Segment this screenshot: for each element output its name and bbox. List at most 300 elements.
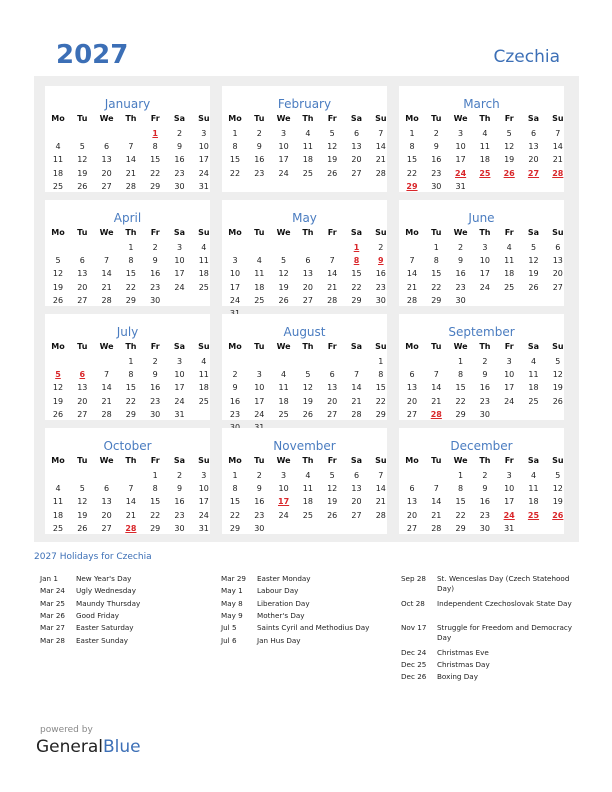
calendar-day: 19	[278, 282, 289, 292]
calendar-day: 20	[528, 155, 539, 165]
calendar-day: 22	[351, 282, 362, 292]
calendar-day: 22	[375, 396, 386, 406]
weekday-header: Mo	[228, 456, 242, 465]
calendar-day: 16	[375, 269, 386, 279]
calendar-day: 29	[431, 295, 442, 305]
calendar-day: 17	[278, 155, 289, 165]
calendar-day: 25	[198, 282, 209, 292]
calendar-day: 27	[406, 523, 418, 533]
weekday-header: Tu	[254, 342, 265, 351]
holiday-name: Maundy Thursday	[76, 598, 141, 608]
calendar-day: 5	[79, 484, 85, 494]
calendar-day: 10	[174, 370, 185, 380]
weekday-header: Mo	[228, 342, 242, 351]
calendar-day: 21	[351, 396, 362, 406]
weekday-header: Mo	[228, 228, 242, 237]
weekday-header: We	[99, 342, 114, 351]
weekday-header: Mo	[51, 114, 65, 123]
calendar-day: 5	[555, 357, 561, 366]
month-december	[399, 428, 564, 534]
calendar-day: 12	[52, 269, 64, 279]
calendar-day: 22	[431, 282, 442, 292]
calendar-day: 13	[327, 383, 338, 393]
calendar-day: 17	[254, 396, 265, 406]
calendar-day: 18	[198, 269, 209, 279]
weekday-header: Fr	[150, 228, 160, 237]
calendar-day: 24	[254, 409, 265, 419]
calendar-day: 31	[198, 523, 209, 533]
calendar-day: 7	[104, 256, 110, 266]
calendar-day: 4	[256, 256, 262, 266]
calendar-day: 26	[52, 409, 64, 419]
calendar-day: 24	[198, 510, 209, 520]
calendar-day: 24	[174, 396, 185, 406]
calendar-day: 9	[433, 142, 439, 152]
calendar-day: 2	[482, 471, 488, 480]
holiday-day: 24	[455, 168, 467, 178]
holiday-date: Mar 29	[221, 574, 246, 583]
calendar-day: 18	[504, 269, 515, 279]
weekday-header: We	[453, 114, 468, 123]
calendar-day: 4	[201, 243, 207, 252]
calendar-day: 28	[101, 409, 112, 419]
calendar-day: 14	[101, 269, 112, 279]
calendar-day: 19	[52, 282, 64, 292]
calendar-day: 7	[433, 370, 439, 380]
holiday-name: Labour Day	[257, 586, 299, 596]
calendar-day: 15	[125, 383, 136, 393]
calendar-day: 25	[52, 523, 64, 533]
holiday-name: Boxing Day	[437, 672, 478, 682]
holiday-day: 1	[152, 129, 158, 138]
calendar-day: 20	[302, 282, 313, 292]
calendar-day: 9	[256, 484, 262, 494]
holiday-name: Mother's Day	[257, 610, 305, 620]
calendar-day: 23	[150, 396, 161, 406]
weekday-header: We	[453, 342, 468, 351]
calendar-day: 29	[351, 295, 362, 305]
calendar-day: 29	[150, 181, 161, 191]
holiday-date: Mar 25	[40, 598, 65, 608]
calendar-day: 13	[302, 269, 313, 279]
calendar-day: 10	[278, 142, 289, 152]
calendar-day: 23	[375, 282, 386, 292]
holiday-day: 25	[527, 510, 540, 520]
holiday-date: Dec 25	[401, 659, 427, 669]
calendar-day: 2	[256, 471, 262, 480]
calendar-day: 26	[302, 409, 313, 419]
calendar-day: 16	[479, 497, 490, 507]
weekday-header: Mo	[405, 456, 419, 465]
calendar-day: 11	[198, 370, 209, 380]
calendar-day: 23	[479, 396, 490, 406]
calendar-day: 27	[77, 409, 88, 419]
calendar-day: 20	[77, 282, 88, 292]
calendar-day: 7	[555, 129, 561, 138]
calendar-day: 3	[281, 129, 287, 138]
calendar-day: 23	[174, 510, 185, 520]
calendar-day: 7	[378, 471, 384, 480]
weekday-header: Tu	[254, 456, 265, 465]
weekday-header: Tu	[77, 456, 88, 465]
calendar-day: 9	[176, 142, 183, 152]
holiday-day: 28	[552, 168, 564, 178]
calendar-day: 21	[125, 510, 136, 520]
weekday-header: Th	[479, 342, 491, 351]
weekday-header: Mo	[405, 114, 419, 123]
calendar-day: 14	[431, 383, 442, 393]
weekday-header: We	[99, 114, 114, 123]
calendar-day: 24	[198, 168, 209, 178]
calendar-day: 10	[174, 256, 185, 266]
calendar-day: 18	[479, 155, 490, 165]
calendar-day: 15	[375, 383, 386, 393]
holiday-name: Good Friday	[76, 610, 119, 620]
calendar-day: 20	[101, 510, 112, 520]
weekday-header: Fr	[327, 456, 337, 465]
weekday-header: Mo	[51, 456, 65, 465]
calendar-day: 25	[278, 409, 289, 419]
calendar-day: 17	[174, 383, 185, 393]
calendar-day: 10	[198, 142, 209, 152]
calendar-day: 15	[431, 269, 442, 279]
weekday-header: Su	[552, 228, 564, 237]
holiday-date: Dec 24	[401, 647, 427, 657]
calendar-day: 13	[101, 497, 112, 507]
month-name: May	[292, 211, 317, 225]
weekday-header: Th	[302, 114, 314, 123]
weekday-header: Mo	[405, 228, 419, 237]
calendar-day: 14	[375, 484, 386, 494]
calendar-day: 5	[281, 256, 287, 266]
calendar-day: 20	[406, 510, 418, 520]
year-title: 2027	[56, 40, 129, 70]
calendar-day: 25	[504, 282, 515, 292]
calendar-day: 9	[256, 142, 262, 152]
calendar-day: 11	[302, 142, 313, 152]
holiday-name: Easter Saturday	[76, 623, 134, 633]
month-name: August	[283, 325, 326, 339]
calendar-day: 22	[125, 396, 136, 406]
calendar-day: 2	[176, 129, 183, 138]
weekday-header: Mo	[405, 342, 419, 351]
weekday-header: Sa	[350, 114, 363, 123]
calendar-day: 8	[433, 256, 439, 266]
calendar-day: 13	[351, 484, 362, 494]
calendar-day: 7	[104, 370, 110, 380]
calendar-day: 9	[458, 256, 464, 266]
calendar-day: 8	[232, 484, 238, 494]
calendar-day: 6	[555, 243, 561, 252]
calendar-day: 9	[232, 383, 238, 393]
weekday-header: Th	[302, 456, 314, 465]
holiday-name: Easter Monday	[257, 574, 311, 583]
holiday-day: 28	[430, 409, 442, 419]
calendar-day: 29	[125, 409, 136, 419]
calendar-day: 4	[305, 471, 311, 480]
weekday-header: We	[453, 456, 468, 465]
calendar-day: 28	[125, 181, 136, 191]
calendar-day: 22	[125, 282, 136, 292]
calendar-day: 22	[229, 168, 241, 178]
calendar-day: 2	[152, 357, 158, 366]
calendar-day: 23	[174, 168, 185, 178]
calendar-day: 19	[52, 396, 64, 406]
holiday-date: Oct 28	[401, 598, 425, 608]
calendar-day: 30	[431, 181, 442, 191]
calendar-day: 14	[552, 142, 563, 152]
calendar-day: 15	[150, 155, 161, 165]
calendar-day: 3	[458, 129, 464, 138]
weekday-header: We	[276, 342, 291, 351]
month-name: October	[103, 439, 152, 453]
calendar-day: 16	[254, 497, 265, 507]
calendar-day: 1	[458, 471, 464, 480]
calendar-day: 6	[79, 256, 85, 266]
calendar-day: 15	[229, 497, 241, 507]
weekday-header: Tu	[431, 342, 442, 351]
calendar-day: 2	[378, 243, 384, 252]
calendar-day: 13	[77, 269, 88, 279]
month-name: September	[448, 325, 515, 339]
weekday-header: Sa	[350, 342, 363, 351]
calendar-day: 20	[406, 396, 418, 406]
calendar-day: 12	[52, 383, 64, 393]
month-name: February	[277, 97, 332, 111]
calendar-day: 26	[77, 523, 88, 533]
calendar-day: 30	[174, 523, 185, 533]
calendar-day: 13	[101, 155, 112, 165]
calendar-day: 10	[229, 269, 241, 279]
month-september	[399, 314, 564, 420]
holiday-name: Christmas Eve	[437, 647, 489, 657]
calendar-day: 8	[409, 142, 415, 152]
calendar-day: 26	[552, 396, 563, 406]
calendar-day: 1	[378, 357, 384, 366]
calendar-day: 18	[302, 155, 313, 165]
calendar-day: 7	[329, 256, 335, 266]
calendar-day: 11	[479, 142, 490, 152]
calendar-day: 1	[232, 471, 238, 480]
calendar-day: 27	[101, 523, 112, 533]
calendar-day: 11	[254, 269, 265, 279]
holiday-day: 1	[353, 243, 360, 252]
calendar-day: 28	[406, 295, 418, 305]
weekday-header: Sa	[173, 456, 186, 465]
calendar-day: 11	[52, 497, 64, 507]
calendar-day: 27	[77, 295, 88, 305]
calendar-day: 27	[302, 295, 313, 305]
holidays-title: 2027 Holidays for Czechia	[34, 552, 152, 562]
weekday-header: Tu	[254, 114, 265, 123]
calendar-day: 16	[150, 269, 161, 279]
calendar-day: 29	[375, 409, 386, 419]
calendar-day: 1	[409, 129, 415, 138]
calendar-day: 27	[552, 282, 563, 292]
calendar-day: 24	[278, 168, 289, 178]
calendar-day: 23	[431, 168, 442, 178]
weekday-header: Su	[375, 342, 387, 351]
calendar-day: 12	[77, 155, 88, 165]
calendar-day: 15	[351, 269, 362, 279]
weekday-header: We	[453, 228, 468, 237]
calendar-day: 16	[431, 155, 442, 165]
calendar-day: 1	[458, 357, 464, 366]
calendar-day: 16	[174, 155, 185, 165]
calendar-day: 17	[479, 269, 490, 279]
calendar-day: 12	[528, 256, 539, 266]
calendar-day: 25	[254, 295, 265, 305]
holiday-date: Jul 5	[221, 623, 237, 633]
holiday-name: Easter Sunday	[76, 635, 129, 645]
month-june	[399, 200, 564, 306]
calendar-day: 5	[530, 243, 537, 252]
calendar-day: 28	[327, 295, 338, 305]
calendar-day: 11	[52, 155, 64, 165]
calendar-day: 11	[528, 484, 539, 494]
calendar-day: 12	[327, 142, 338, 152]
calendar-day: 5	[55, 256, 61, 266]
holiday-day: 26	[552, 510, 564, 520]
calendar-day: 17	[455, 155, 466, 165]
calendar-day: 13	[406, 383, 418, 393]
holiday-day: 8	[353, 256, 360, 266]
holiday-name: New Year's Day	[76, 574, 132, 583]
holiday-day: 5	[55, 370, 61, 380]
calendar-day: 19	[77, 510, 88, 520]
calendar-day: 8	[128, 256, 134, 266]
calendar-day: 20	[351, 497, 362, 507]
calendar-day: 1	[433, 243, 439, 252]
calendar-day: 14	[101, 383, 112, 393]
calendar-day: 9	[152, 256, 158, 266]
holiday-day: 29	[406, 181, 418, 191]
weekday-header: Th	[479, 114, 491, 123]
calendar-day: 14	[125, 497, 136, 507]
weekday-header: Sa	[350, 228, 363, 237]
calendar-day: 4	[55, 142, 61, 152]
calendar-day: 9	[176, 484, 183, 494]
calendar-day: 6	[409, 484, 415, 494]
calendar-day: 24	[229, 295, 241, 305]
weekday-header: Th	[302, 228, 314, 237]
calendar-day: 6	[104, 484, 110, 494]
calendar-day: 8	[152, 142, 158, 152]
calendar-day: 24	[479, 282, 490, 292]
calendar-day: 30	[150, 409, 161, 419]
weekday-header: Tu	[431, 228, 442, 237]
weekday-header: Fr	[504, 342, 514, 351]
calendar-day: 21	[406, 282, 418, 292]
weekday-header: Su	[552, 342, 564, 351]
holiday-day: 17	[278, 497, 290, 507]
month-name: November	[273, 439, 336, 453]
calendar-day: 10	[278, 484, 289, 494]
weekday-header: Mo	[51, 228, 65, 237]
calendar-day: 24	[504, 396, 515, 406]
calendar-day: 18	[278, 396, 289, 406]
calendar-day: 5	[329, 471, 335, 480]
calendar-day: 13	[77, 383, 88, 393]
calendar-day: 30	[455, 295, 466, 305]
holiday-day: 6	[79, 370, 86, 380]
calendar-day: 5	[555, 471, 561, 480]
calendar-day: 10	[504, 484, 515, 494]
month-name: April	[113, 211, 142, 225]
calendar-day: 7	[433, 484, 439, 494]
calendar-day: 12	[77, 497, 88, 507]
weekday-header: Fr	[504, 228, 514, 237]
weekday-header: Fr	[327, 114, 337, 123]
calendar-day: 25	[302, 510, 313, 520]
calendar-day: 29	[229, 523, 241, 533]
calendar-day: 6	[329, 370, 335, 380]
month-name: January	[104, 97, 151, 111]
holiday-date: May 8	[221, 598, 243, 608]
holiday-date: Jul 6	[221, 635, 237, 645]
holiday-name: Saints Cyril and Methodius Day	[257, 623, 370, 633]
weekday-header: Th	[302, 342, 314, 351]
weekday-header: Sa	[527, 228, 540, 237]
weekday-header: We	[99, 456, 114, 465]
calendar-day: 4	[530, 471, 537, 480]
holiday-date: Mar 26	[40, 610, 65, 620]
calendar-day: 16	[455, 269, 466, 279]
calendar-day: 26	[278, 295, 289, 305]
weekday-header: Tu	[254, 228, 265, 237]
calendar-day: 17	[174, 269, 185, 279]
calendar-day: 22	[150, 510, 161, 520]
calendar-day: 3	[482, 243, 488, 252]
calendar-day: 12	[278, 269, 289, 279]
calendar-day: 16	[174, 497, 185, 507]
calendar-day: 10	[504, 370, 515, 380]
calendar-day: 20	[77, 396, 88, 406]
weekday-header: We	[276, 456, 291, 465]
calendar-day: 15	[150, 497, 161, 507]
calendar-day: 19	[302, 396, 313, 406]
weekday-header: Fr	[150, 456, 160, 465]
calendar-day: 29	[150, 523, 161, 533]
calendar-day: 18	[302, 497, 313, 507]
calendar-day: 6	[104, 142, 110, 152]
weekday-header: Tu	[431, 114, 442, 123]
calendar-day: 6	[353, 471, 360, 480]
weekday-header: Su	[375, 114, 387, 123]
weekday-header: Su	[198, 456, 210, 465]
calendar-day: 22	[406, 168, 418, 178]
calendar-day: 20	[552, 269, 563, 279]
calendar-day: 8	[378, 370, 384, 380]
weekday-header: We	[99, 228, 114, 237]
calendar-day: 11	[504, 256, 515, 266]
calendar-day: 16	[150, 383, 161, 393]
holiday-date: Sep 28	[401, 574, 426, 583]
calendar-day: 20	[101, 168, 112, 178]
weekday-header: We	[276, 114, 291, 123]
weekday-header: Su	[198, 228, 210, 237]
weekday-header: Su	[198, 114, 210, 123]
calendar-day: 31	[174, 409, 185, 419]
holiday-name: Christmas Day	[437, 659, 490, 669]
weekday-header: Sa	[350, 456, 363, 465]
calendar-day: 24	[174, 282, 185, 292]
calendar-day: 15	[229, 155, 241, 165]
calendar-day: 1	[232, 129, 238, 138]
calendar-day: 16	[229, 396, 241, 406]
holiday-name: St. Wenceslas Day (Czech Statehood Day)	[437, 574, 570, 593]
calendar-day: 3	[232, 256, 238, 266]
